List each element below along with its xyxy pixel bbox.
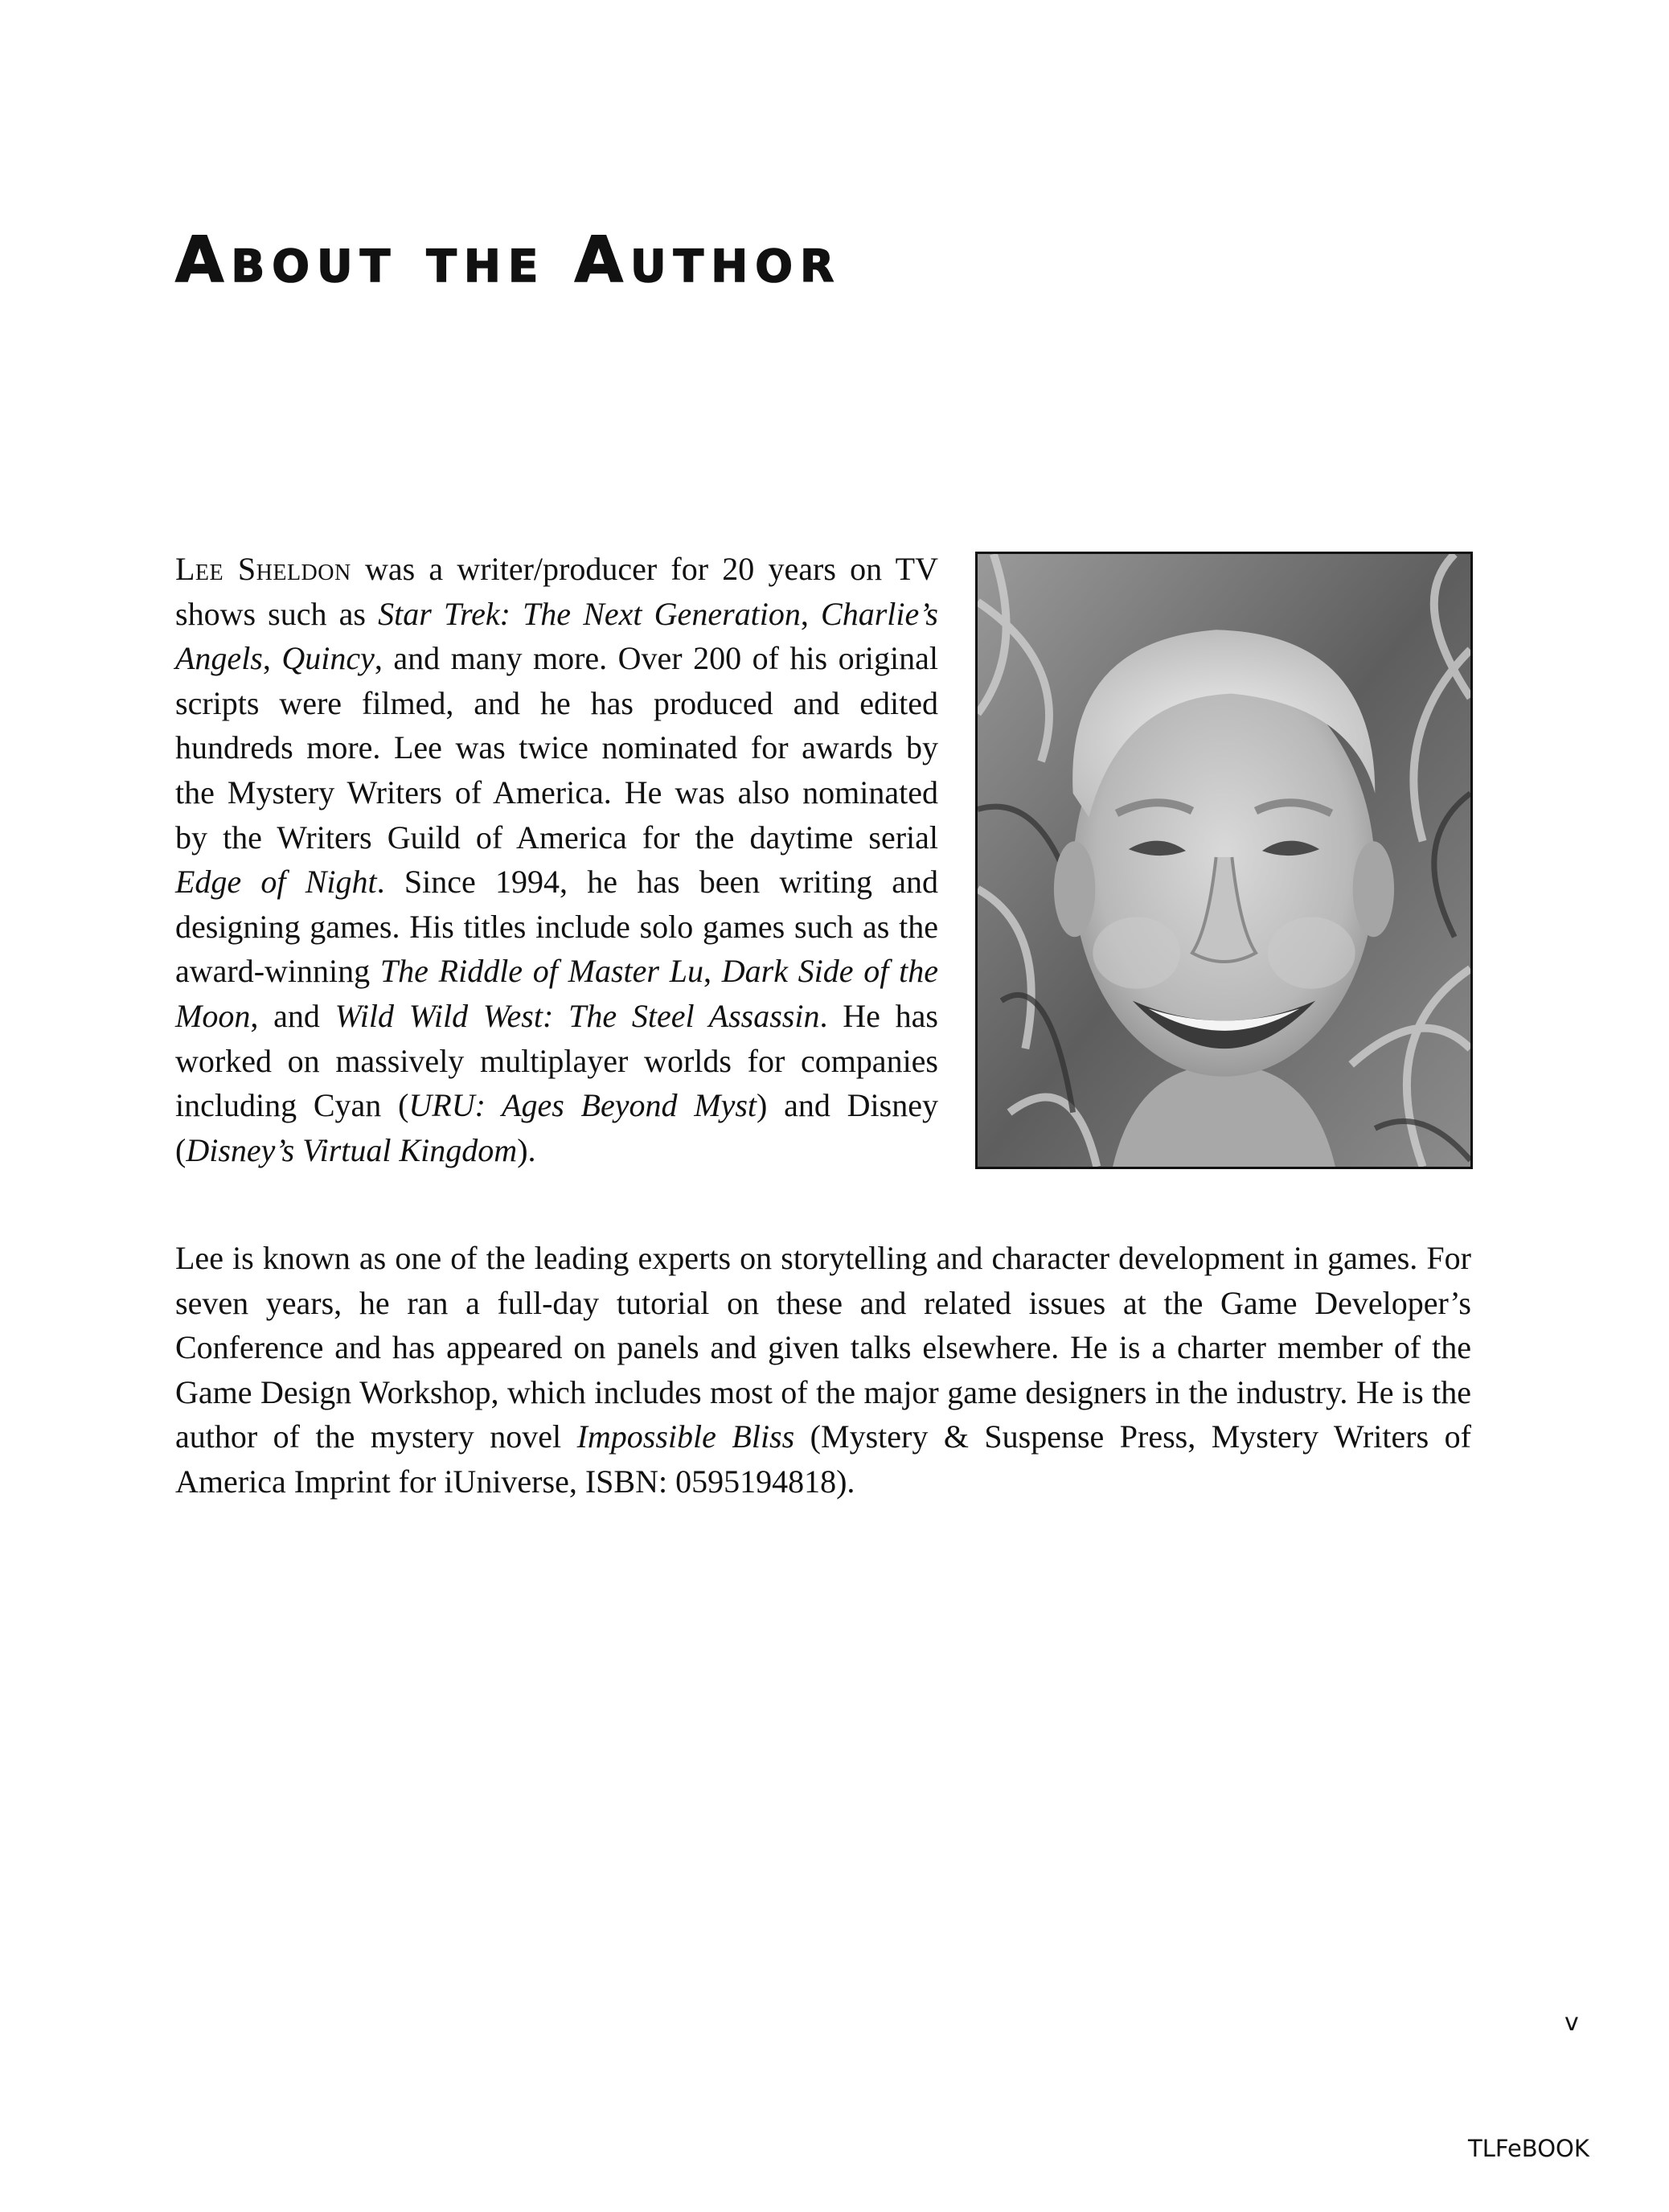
bio-text: was a writer/producer for 20 years on TV shows such as [175,551,938,632]
novel-title: Impossible Bliss [576,1418,795,1455]
game-title: The Riddle of Master Lu [379,953,703,990]
bio-text: , [800,595,822,632]
game-title: Dark Side of the Moon [175,953,939,1034]
bio-text: . Since 1994, he has been writing and designing games. His titles include solo games such as the award-winning [175,864,939,990]
author-portrait-image [978,554,1470,1167]
bio-text: . He has worked on massively multiplayer worlds for companies including Cyan ( [175,997,938,1124]
bio-text: , and [250,997,335,1034]
game-title: Wild Wild West: The Steel Assassin [334,997,820,1034]
game-title: Disney’s Virtual Kingdom [186,1131,518,1168]
bio-body-paragraph [175,1236,1471,1504]
page-title: About the Author [175,224,842,297]
bio-text: Lee is known as one of the leading experts on storytelling and character development in games. For seven years, he ran a full-day tutorial on these and related issues at the Game Developer’s Conference and has appeared on panels and given talks elsewhere. He is a charter member of the Game Design Workshop, which includes most of the major game designers in the industry. He is the author of the mystery novel [175,1240,1471,1455]
bio-text: , [703,953,722,990]
bio-text: , and many more. Over 200 of his original scripts were filmed, and he has produced and edited hundreds more. Lee was twice nominated for awards by the Mystery Writers of America. He was also nominated by the Writers Guild of America for the daytime serial [175,640,939,856]
show-title: Star Trek: The Next Generation [378,595,801,632]
bio-text: ) and Disney ( [175,1087,938,1168]
show-title: Edge of Night [175,864,377,901]
author-name: Lee Sheldon [175,551,351,587]
show-title: Quincy [281,640,375,677]
bio-text: , [262,640,282,677]
watermark: TLFeBOOK [1468,2135,1589,2162]
bio-text: ). [517,1131,536,1168]
page-number: v [1564,2009,1579,2037]
show-title: Charlie’s Angels [175,595,938,677]
game-title: URU: Ages Beyond Myst [408,1087,757,1124]
bio-text: (Mystery & Suspense Press, Mystery Writers of America Imprint for iUniverse, ISBN: 0595194818). [175,1418,1471,1500]
bio-lead-paragraph [175,547,938,1172]
author-photo [975,552,1473,1169]
